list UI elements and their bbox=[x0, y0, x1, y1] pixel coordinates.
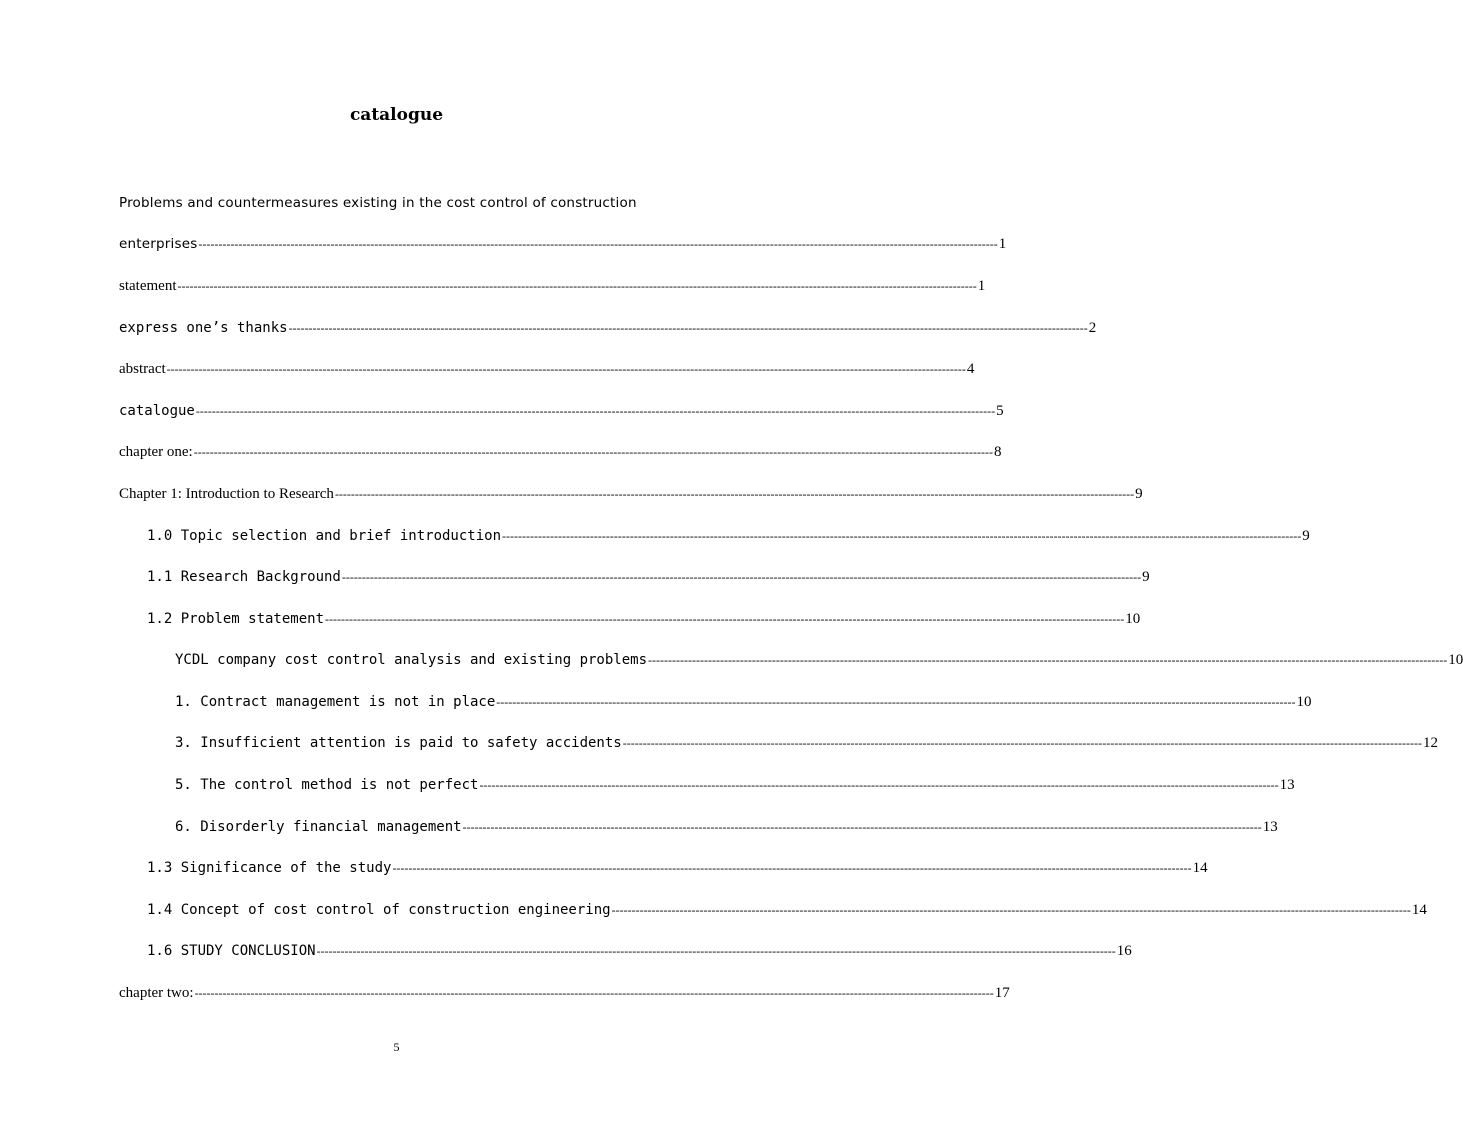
toc-entry-page: 9 bbox=[1135, 486, 1143, 502]
toc-entry-text: 1.6 STUDY CONCLUSION bbox=[147, 943, 316, 959]
toc-entry-page: 2 bbox=[1088, 320, 1097, 336]
toc-entry-text: abstract bbox=[119, 361, 166, 377]
toc-entry[interactable] bbox=[119, 444, 1002, 464]
toc-entry-text: chapter one: bbox=[119, 444, 193, 460]
page-number: 5 bbox=[393, 1040, 400, 1054]
toc-entry[interactable] bbox=[175, 819, 1278, 839]
toc-leader: -------------------------------------------------------------------------------------------------------------------------------------------------------------------------------------------------------- bbox=[195, 404, 996, 418]
toc-leader: -------------------------------------------------------------------------------------------------------------------------------------------------------------------------------------------------------- bbox=[325, 612, 1125, 626]
toc-entry-page: 10 bbox=[1125, 611, 1141, 627]
toc-entry-text: 1.4 Concept of cost control of construction engineering bbox=[147, 902, 611, 918]
toc-leader: -------------------------------------------------------------------------------------------------------------------------------------------------------------------------------------------------------- bbox=[316, 944, 1116, 958]
toc-entry[interactable] bbox=[175, 777, 1295, 797]
toc-leader: -------------------------------------------------------------------------------------------------------------------------------------------------------------------------------------------------------- bbox=[611, 903, 1411, 917]
toc-entry-text: chapter two: bbox=[119, 985, 194, 1001]
page-title: catalogue bbox=[349, 105, 444, 125]
toc-leader: -------------------------------------------------------------------------------------------------------------------------------------------------------------------------------------------------------- bbox=[462, 820, 1262, 834]
toc-entry[interactable] bbox=[119, 361, 975, 381]
toc-entry-text: catalogue bbox=[119, 403, 195, 419]
toc-entry-page: 16 bbox=[1116, 943, 1132, 959]
toc-entry[interactable] bbox=[119, 236, 1007, 256]
toc-entry-page: 17 bbox=[994, 985, 1010, 1001]
toc-entry-text: 1.1 Research Background bbox=[147, 569, 341, 585]
toc-entry-text: 5. The control method is not perfect bbox=[175, 777, 479, 793]
toc-entry-page: 8 bbox=[993, 444, 1002, 460]
toc-leader: -------------------------------------------------------------------------------------------------------------------------------------------------------------------------------------------------------- bbox=[334, 487, 1135, 501]
toc-leader: -------------------------------------------------------------------------------------------------------------------------------------------------------------------------------------------------------- bbox=[496, 695, 1296, 709]
toc-leader: -------------------------------------------------------------------------------------------------------------------------------------------------------------------------------------------------------- bbox=[622, 736, 1422, 750]
toc-entry[interactable] bbox=[147, 528, 1310, 548]
toc-entry-page: 10 bbox=[1448, 652, 1463, 668]
toc-leader: -------------------------------------------------------------------------------------------------------------------------------------------------------------------------------------------------------- bbox=[177, 279, 977, 293]
toc-entry-page: 9 bbox=[1302, 528, 1310, 544]
toc-entry-page: 14 bbox=[1192, 860, 1208, 876]
toc-leader: -------------------------------------------------------------------------------------------------------------------------------------------------------------------------------------------------------- bbox=[502, 529, 1302, 543]
toc-leader: -------------------------------------------------------------------------------------------------------------------------------------------------------------------------------------------------------- bbox=[648, 653, 1448, 667]
toc-leader: -------------------------------------------------------------------------------------------------------------------------------------------------------------------------------------------------------- bbox=[341, 570, 1142, 584]
toc-entry[interactable] bbox=[119, 320, 1097, 340]
toc-entry-text: 1.3 Significance of the study bbox=[147, 860, 392, 876]
toc-entry[interactable] bbox=[147, 860, 1208, 880]
toc-leader: -------------------------------------------------------------------------------------------------------------------------------------------------------------------------------------------------------- bbox=[198, 237, 998, 251]
toc-entry[interactable] bbox=[147, 943, 1132, 963]
toc-entry-page: 5 bbox=[996, 403, 1004, 419]
toc-entry-text: 3. Insufficient attention is paid to safety accidents bbox=[175, 735, 622, 751]
toc-entry[interactable] bbox=[175, 652, 1463, 672]
toc-entry[interactable] bbox=[175, 735, 1438, 755]
toc-leader: -------------------------------------------------------------------------------------------------------------------------------------------------------------------------------------------------------- bbox=[288, 321, 1088, 335]
toc-entry-title-line bbox=[119, 195, 637, 215]
toc-entry-page: 9 bbox=[1142, 569, 1150, 585]
toc-entry[interactable] bbox=[175, 694, 1312, 714]
toc-entry-text: Problems and countermeasures existing in the cost control of construction bbox=[119, 195, 637, 211]
toc-entry-page: 12 bbox=[1422, 735, 1438, 751]
toc-entry[interactable] bbox=[119, 278, 986, 298]
toc-leader: -------------------------------------------------------------------------------------------------------------------------------------------------------------------------------------------------------- bbox=[166, 362, 966, 376]
toc-entry[interactable] bbox=[119, 486, 1143, 506]
toc-entry-page: 4 bbox=[966, 361, 975, 377]
toc-entry[interactable] bbox=[147, 611, 1141, 631]
toc-entry[interactable] bbox=[147, 902, 1427, 922]
toc-entry-page: 1 bbox=[998, 236, 1007, 252]
toc-entry-page: 13 bbox=[1262, 819, 1278, 835]
toc-entry-text: YCDL company cost control analysis and existing problems bbox=[175, 652, 648, 668]
toc-entry-text: 1.0 Topic selection and brief introduction bbox=[147, 528, 502, 544]
toc-entry-text: statement bbox=[119, 278, 177, 294]
toc-leader: -------------------------------------------------------------------------------------------------------------------------------------------------------------------------------------------------------- bbox=[194, 986, 994, 1000]
toc-entry-page: 10 bbox=[1296, 694, 1312, 710]
toc-entry-text: enterprises bbox=[119, 236, 198, 252]
toc-entry-text: 1. Contract management is not in place bbox=[175, 694, 496, 710]
toc-leader: -------------------------------------------------------------------------------------------------------------------------------------------------------------------------------------------------------- bbox=[392, 861, 1192, 875]
toc-entry[interactable] bbox=[119, 403, 1004, 423]
toc-leader: -------------------------------------------------------------------------------------------------------------------------------------------------------------------------------------------------------- bbox=[193, 445, 993, 459]
toc-entry[interactable] bbox=[147, 569, 1150, 589]
toc-entry[interactable] bbox=[119, 985, 1010, 1005]
toc-entry-text: 6. Disorderly financial management bbox=[175, 819, 462, 835]
toc-entry-text: express one’s thanks bbox=[119, 320, 288, 336]
toc-leader: -------------------------------------------------------------------------------------------------------------------------------------------------------------------------------------------------------- bbox=[479, 778, 1279, 792]
toc-entry-text: Chapter 1: Introduction to Research bbox=[119, 486, 334, 502]
toc-entry-page: 1 bbox=[977, 278, 986, 294]
toc-entry-text: 1.2 Problem statement bbox=[147, 611, 325, 627]
toc-entry-page: 13 bbox=[1279, 777, 1295, 793]
toc-entry-page: 14 bbox=[1411, 902, 1427, 918]
